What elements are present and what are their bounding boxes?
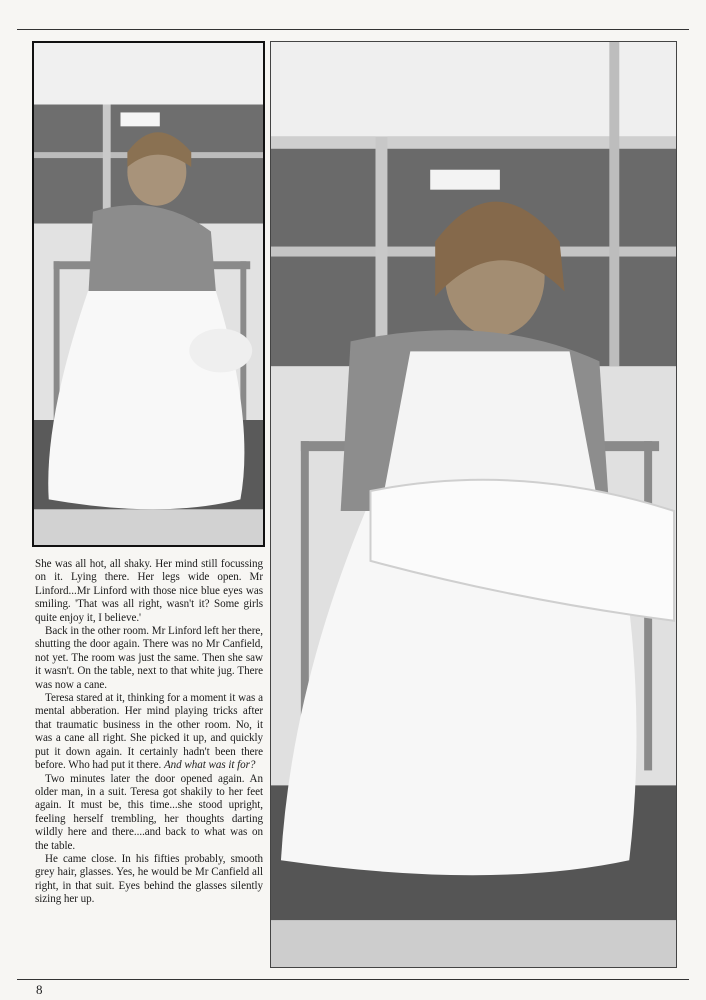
article-paragraph: Two minutes later the door opened again. An older man, in a suit. Teresa got shakily to her feet again. It must be, this time...she stood upright, feeling herself trembling, her thoughts darting wildly here and there....and back to what was on the table. [35, 772, 263, 852]
nurse-with-pillow-photo [270, 41, 677, 968]
photo-illustration [34, 43, 263, 545]
article-paragraph: He came close. In his fifties probably, smooth grey hair, glasses. Yes, he would be Mr Canfield all right, in that suit. Eyes behind the glasses silently sizing her up. [35, 852, 263, 906]
photo-illustration [271, 42, 676, 967]
article-paragraph: Back in the other room. Mr Linford left her there, shutting the door again. There was no Mr Canfield, not yet. The room was just the same. Then she saw it wasn't. On the table, next to that white jug. There was now a cane. [35, 625, 263, 691]
article-paragraph [35, 692, 263, 772]
article-text [35, 558, 263, 907]
italic-question: And what was it for? [163, 759, 256, 772]
nurse-kneeling-photo [32, 41, 265, 547]
top-rule [17, 29, 689, 30]
page-number: 8 [36, 982, 43, 997]
article-paragraph: She was all hot, all shaky. Her mind still focussing on it. Lying there. Her legs wide open. Mr Linford...Mr Linford with those nice blue eyes was smiling. 'That was all right, wasn't it? Some girls quite enjoy it, I believe.' [35, 558, 263, 624]
bottom-rule [17, 979, 689, 980]
paragraph-text: Teresa stared at it, thinking for a moment it was a mental abberation. Her mind playing tricks after that traumatic business in the other room. No, it was a cane all right. She picked it up, and quickly put it down again. It certainly hadn't been there before. Who had put it there. [35, 692, 263, 772]
